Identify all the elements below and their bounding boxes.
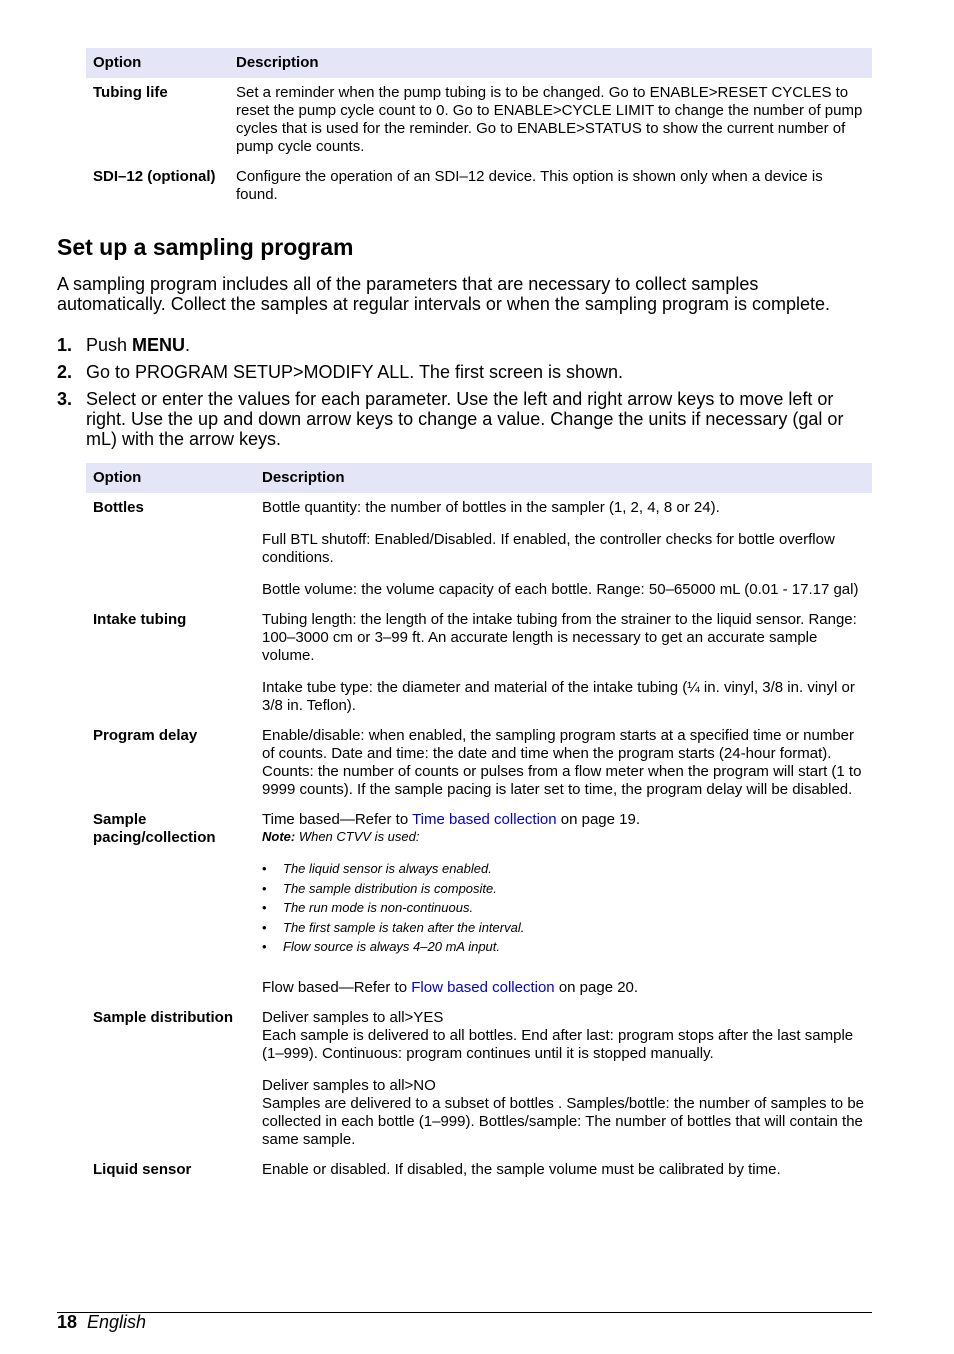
option-sdi12: SDI–12 (optional) xyxy=(93,168,216,185)
step-text-end: . xyxy=(185,335,191,355)
deliver-all-yes-label: Deliver samples to all>YES xyxy=(262,1008,444,1026)
table-row xyxy=(86,721,872,805)
option-intake-tubing: Intake tubing xyxy=(93,611,187,628)
step-text: Push xyxy=(86,335,133,355)
table-row xyxy=(86,1003,872,1155)
table-row xyxy=(86,805,872,1003)
list-item: • The sample distribution is composite. xyxy=(262,879,865,899)
menu-key-label: MENU xyxy=(132,335,186,355)
intake-tube-type-text: Intake tube type: the diameter and material of the intake tubing (¼ in. vinyl, 3/8 in. vinyl or 3/8 in. Teflon). xyxy=(262,679,855,714)
table-row xyxy=(86,1155,872,1185)
table-row xyxy=(86,162,872,210)
step-text: Select or enter the values for each parameter. Use the left and right arrow keys to move left or right. Use the up and down arrow keys to change a value. Change the units if necessary (gal or mL) with the arrow keys. xyxy=(86,389,844,449)
note-text: When CTVV is used: xyxy=(295,829,420,844)
deliver-all-yes-text: Each sample is delivered to all bottles. End after last: program stops after the last sample (1–999). Continuous: program continues until it is stopped manually. xyxy=(262,1026,854,1062)
footer-divider xyxy=(57,1312,872,1313)
description-bottles xyxy=(255,493,872,605)
time-based-suffix: on page 19. xyxy=(556,811,641,828)
deliver-all-no-label: Deliver samples to all>NO xyxy=(262,1076,436,1094)
option-liquid-sensor: Liquid sensor xyxy=(93,1160,192,1178)
program-delay-text: Enable/disable: when enabled, the sampling program starts at a specified time or number of counts. Date and time: the date and time when the program starts (24-hour format). Counts: the number of counts or pulses from a flow meter when the program will start (1 to 9999 counts). If the sample pacing is later set to time, the program delay will be disabled. xyxy=(262,727,862,798)
description-program-delay xyxy=(255,721,872,805)
description-sdi12: Configure the operation of an SDI–12 device. This option is shown only when a device is found. xyxy=(236,168,823,203)
deliver-all-no-block xyxy=(262,1077,865,1149)
bottle-volume-text: Bottle volume: the volume capacity of each bottle. Range: 50–65000 mL (0.01 - 17.17 gal) xyxy=(262,581,859,598)
step-number: 3. xyxy=(57,389,73,409)
note-label: Note: xyxy=(262,829,296,844)
column-header-option: Option xyxy=(86,463,255,493)
list-item: • The run mode is non-continuous. xyxy=(262,898,865,918)
option-sample-pacing: Sample pacing/collection xyxy=(93,811,216,846)
description-liquid-sensor xyxy=(255,1155,872,1185)
options-table-sampling xyxy=(86,463,872,1185)
ctvv-bullet-list xyxy=(262,859,865,957)
table-row xyxy=(86,493,872,605)
column-header-description: Description xyxy=(255,463,872,493)
description-intake-tubing xyxy=(255,605,872,721)
page-number: 18 xyxy=(57,1312,78,1332)
column-header-option: Option xyxy=(86,48,229,78)
flow-based-prefix: Flow based—Refer to xyxy=(262,978,412,996)
table-row xyxy=(86,605,872,721)
full-btl-shutoff-text: Full BTL shutoff: Enabled/Disabled. If enabled, the controller checks for bottle overflow conditions. xyxy=(262,531,835,566)
list-item: • Flow source is always 4–20 mA input. xyxy=(262,937,865,957)
option-tubing-life: Tubing life xyxy=(93,84,168,101)
step-text: Go to PROGRAM SETUP>MODIFY ALL. The first screen is shown. xyxy=(86,362,624,382)
list-item: • The liquid sensor is always enabled. xyxy=(262,859,865,879)
option-bottles: Bottles xyxy=(93,499,144,516)
bottle-quantity-text: Bottle quantity: the number of bottles in the sampler (1, 2, 4, 8 or 24). xyxy=(262,499,720,516)
step-3 xyxy=(57,389,857,449)
deliver-all-no-text: Samples are delivered to a subset of bottles . Samples/bottle: the number of samples to be collected in each bottle (1–999). Bottles/sample: The number of bottles that will contain the same sample. xyxy=(262,1094,864,1148)
deliver-all-yes-block xyxy=(262,1009,865,1063)
description-tubing-life: Set a reminder when the pump tubing is to be changed. Go to ENABLE>RESET CYCLES to reset the pump cycle count to 0. Go to ENABLE>CYCLE LIMIT to change the number of pump cycles that is used for the reminder. Go to ENABLE>STATUS to show the current number of pump cycle counts. xyxy=(236,84,863,155)
step-number: 1. xyxy=(57,335,73,355)
step-2 xyxy=(57,362,857,382)
step-number: 2. xyxy=(57,362,73,382)
procedure-steps xyxy=(57,335,857,456)
ctvv-note xyxy=(262,829,865,845)
table-row xyxy=(86,78,872,162)
section-intro: A sampling program includes all of the parameters that are necessary to collect samples automatically. Collect the samples at regular intervals or when the sampling program is complete. xyxy=(57,274,831,314)
description-sample-pacing xyxy=(255,805,872,1003)
time-based-collection-link[interactable]: Time based collection xyxy=(412,811,557,828)
time-based-text xyxy=(262,811,865,829)
table-header-row xyxy=(86,463,872,493)
list-item: • The first sample is taken after the interval. xyxy=(262,918,865,938)
section-title: Set up a sampling program xyxy=(57,234,354,260)
options-table-general xyxy=(86,48,872,210)
step-1 xyxy=(57,335,857,355)
page-footer xyxy=(57,1312,146,1333)
liquid-sensor-text: Enable or disabled. If disabled, the sample volume must be calibrated by time. xyxy=(262,1160,781,1178)
flow-based-suffix: on page 20. xyxy=(554,978,639,996)
time-based-prefix: Time based—Refer to xyxy=(262,811,413,828)
option-program-delay: Program delay xyxy=(93,727,198,744)
description-sample-distribution xyxy=(255,1003,872,1155)
column-header-description: Description xyxy=(229,48,872,78)
tubing-length-text: Tubing length: the length of the intake tubing from the strainer to the liquid sensor. Range: 100–3000 cm or 3–99 ft. An accurate length is necessary to get an accurate sample volume. xyxy=(262,611,857,664)
table-header-row xyxy=(86,48,872,78)
flow-based-collection-link[interactable]: Flow based collection xyxy=(411,978,555,996)
option-sample-distribution: Sample distribution xyxy=(93,1008,234,1026)
footer-language: English xyxy=(87,1312,147,1332)
flow-based-text xyxy=(262,971,865,997)
